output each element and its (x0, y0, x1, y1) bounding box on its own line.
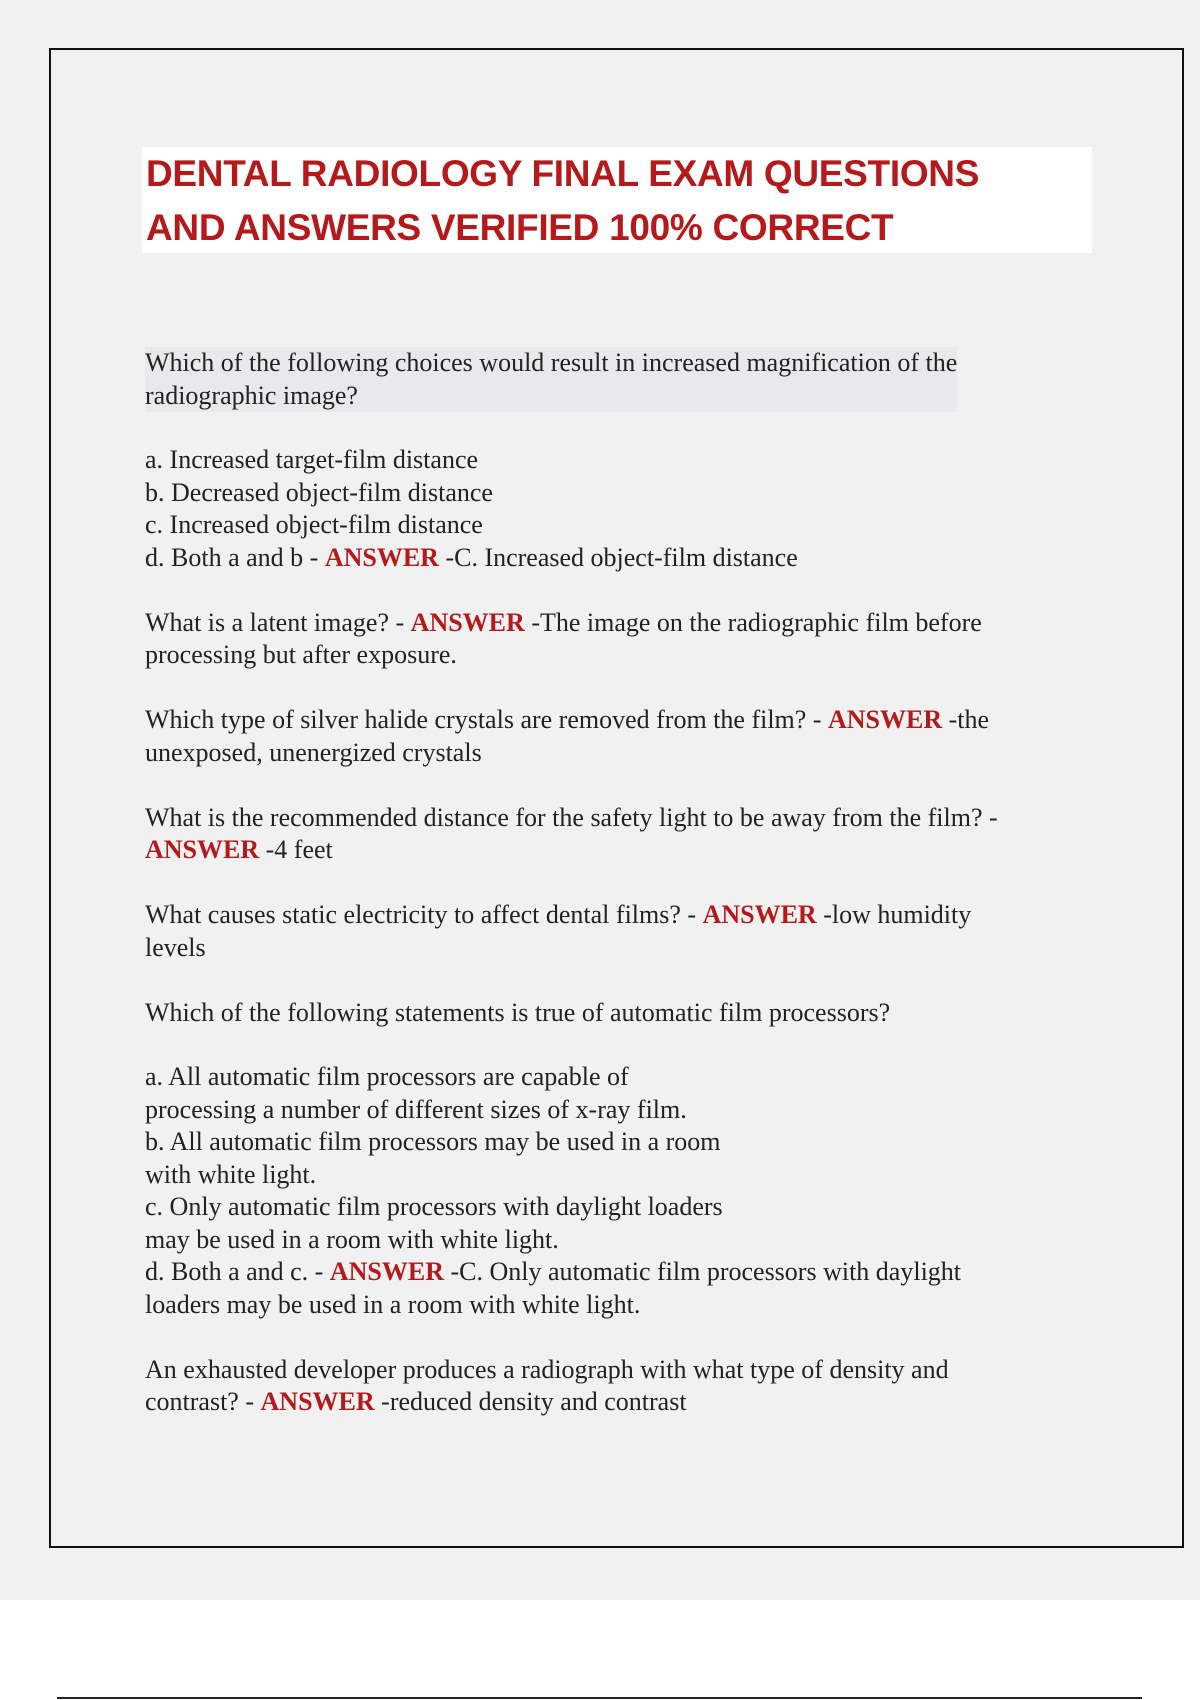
question-2-text: What is a latent image? - (145, 607, 411, 637)
question-6-option-d-text: d. Both a and c. - (145, 1257, 330, 1286)
question-1: Which of the following choices would result in increased magnification of the radiographic image? (145, 347, 957, 412)
question-3-answer: -the unexposed, unenergized crystals (145, 705, 990, 767)
question-1-option-a: a. Increased target-film distance (145, 445, 479, 474)
answer-label: ANSWER (410, 607, 525, 637)
question-5 (145, 899, 1085, 964)
question-6-option-c: c. Only automatic film processors with daylight loaders may be used in a room with white light. (145, 1192, 723, 1254)
answer-label: ANSWER (145, 835, 260, 864)
question-3 (145, 704, 1085, 769)
question-7 (145, 1354, 1085, 1419)
question-1-option-d-text: d. Both a and b - (145, 542, 325, 572)
question-4-answer: -4 feet (259, 835, 333, 864)
question-6-answer: -C. Only automatic film processors with daylight loaders may be used in a room with white light. (145, 1257, 962, 1319)
answer-label: ANSWER (324, 542, 439, 572)
title-line-1: DENTAL RADIOLOGY FINAL EXAM QUESTIONS (146, 153, 980, 194)
question-5-answer: -low humidity levels (145, 900, 972, 962)
question-7-answer: -reduced density and contrast (374, 1387, 687, 1416)
question-6-option-a: a. All automatic film processors are capable of processing a number of different sizes of x-ray film. (145, 1062, 687, 1124)
question-5-text: What causes static electricity to affect dental films? - (145, 900, 703, 929)
question-6: Which of the following statements is true of automatic film processors? (145, 997, 891, 1027)
document-title (146, 147, 1086, 255)
question-2 (145, 607, 1085, 672)
question-3-text: Which type of silver halide crystals are removed from the film? - (145, 705, 828, 734)
question-1-option-d (145, 542, 1085, 575)
page-divider (57, 1697, 1142, 1699)
document-content (145, 347, 1085, 1419)
question-1-option-b: b. Decreased object-film distance (145, 477, 493, 507)
answer-label: ANSWER (329, 1257, 444, 1286)
question-1-answer: -C. Increased object-film distance (438, 542, 798, 572)
answer-label: ANSWER (702, 900, 817, 929)
question-4-text: What is the recommended distance for the safety light to be away from the film? - (145, 802, 998, 832)
question-2-answer: -The image on the radiographic film before processing but after exposure. (145, 607, 982, 669)
question-1-option-c: c. Increased object-film distance (145, 510, 483, 539)
question-6-option-d (145, 1256, 1085, 1321)
question-4 (145, 802, 1085, 867)
answer-label: ANSWER (260, 1387, 375, 1416)
title-line-2: AND ANSWERS VERIFIED 100% CORRECT (146, 207, 894, 248)
question-7-text: An exhausted developer produces a radiograph with what type of density and contrast? - (145, 1354, 949, 1416)
answer-label: ANSWER (827, 705, 943, 734)
question-6-option-b: b. All automatic film processors may be used in a room with white light. (145, 1127, 721, 1189)
